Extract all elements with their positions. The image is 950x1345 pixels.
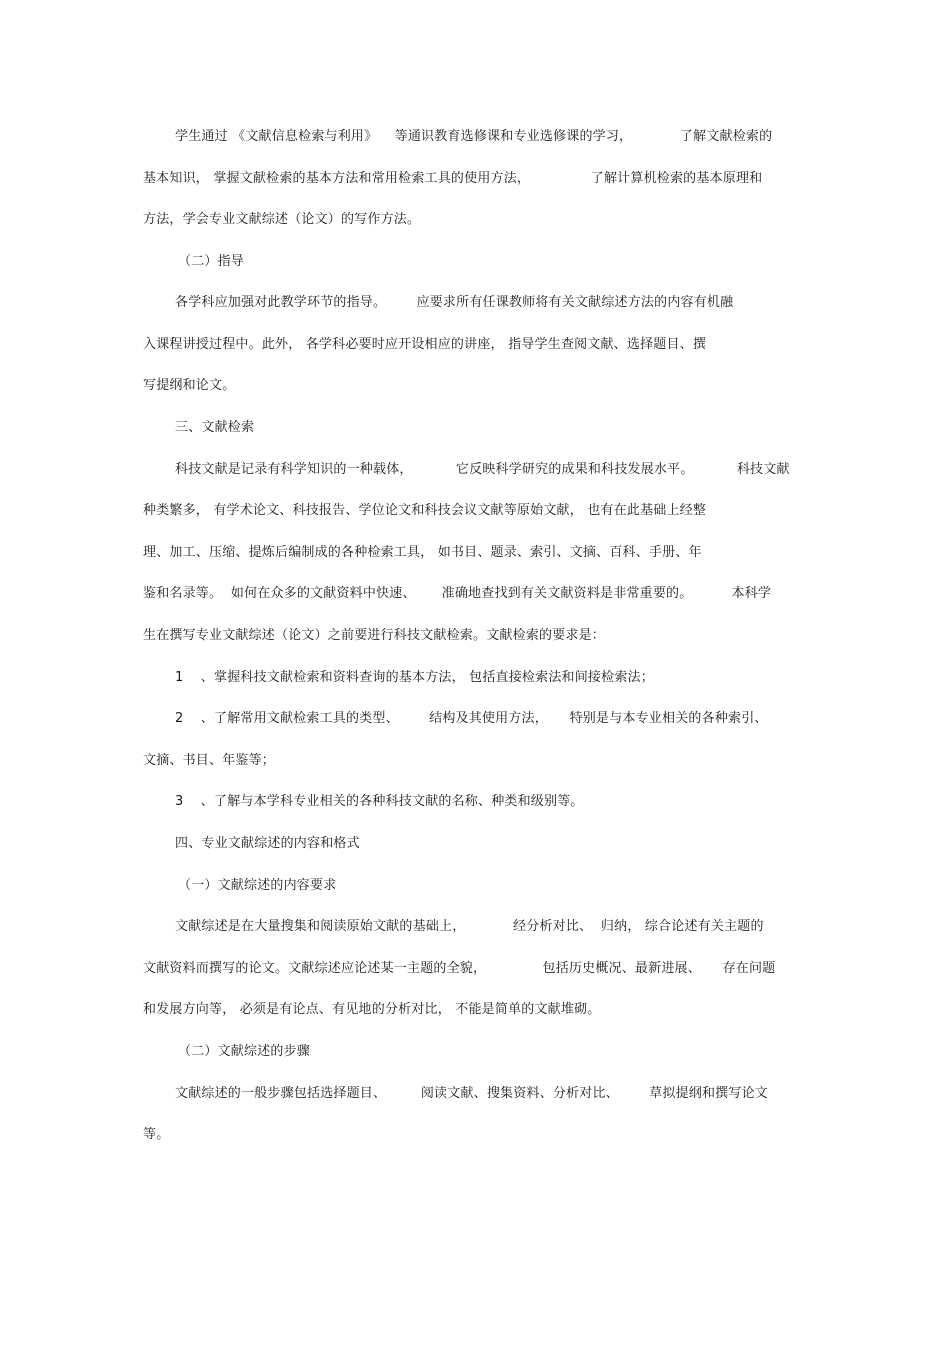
paragraph-line: 文献综述的一般步骤包括选择题目、 阅读文献、搜集资料、分析对比、 草拟提纲和撰写论文 <box>175 1086 768 1101</box>
paragraph-line: 学生通过 《文献信息检索与利用》 等通识教育选修课和专业选修课的学习， 了解文献检索的 <box>175 129 773 144</box>
paragraph-line: 文献资料而撰写的论文。文献综述应论述某一主题的全貌， 包括历史概况、最新进展、 存在问题 <box>143 961 776 976</box>
section-heading: （二）指导 <box>178 254 245 269</box>
paragraph-line: 科技文献是记录有科学知识的一种载体， 它反映科学研究的成果和科技发展水平。 科技文献 <box>175 462 790 477</box>
paragraph-line: 和发展方向等， 必须是有论点、有见地的分析对比， 不能是简单的文献堆砌。 <box>143 1002 601 1017</box>
paragraph-line: 鉴和名录等。 如何在众多的文献资料中快速、 准确地查找到有关文献资料是非常重要的。 本科学 <box>143 586 772 601</box>
paragraph-line: 生在撰写专业文献综述（论文）之前要进行科技文献检索。文献检索的要求是： <box>143 628 606 643</box>
section-heading: （一）文献综述的内容要求 <box>178 878 337 893</box>
list-item: 1 、掌握科技文献检索和资料查询的基本方法， 包括直接检索法和间接检索法； <box>175 670 654 685</box>
paragraph-line: 理、加工、压缩、提炼后编制成的各种检索工具， 如书目、题录、索引、文摘、百科、手册、年 <box>143 545 702 560</box>
paragraph-line: 等。 <box>143 1127 170 1142</box>
section-heading: （二）文献综述的步骤 <box>178 1044 311 1059</box>
paragraph-line: 种类繁多， 有学术论文、科技报告、学位论文和科技会议文献等原始文献， 也有在此基础上经整 <box>143 503 707 518</box>
paragraph-line: 基本知识， 掌握文献检索的基本方法和常用检索工具的使用方法， 了解计算机检索的基本原理和 <box>143 171 763 186</box>
paragraph-line: 入课程讲授过程中。此外， 各学科必要时应开设相应的讲座， 指导学生查阅文献、选择题目、撰 <box>143 337 707 352</box>
list-item: 2 、了解常用文献检索工具的类型、 结构及其使用方法， 特别是与本专业相关的各种索引、 <box>175 711 768 726</box>
paragraph-line: 方法，学会专业文献综述（论文）的写作方法。 <box>143 212 421 227</box>
paragraph-line: 文摘、书目、年鉴等； <box>143 753 276 768</box>
paragraph-line: 写提纲和论文。 <box>143 378 236 393</box>
section-heading: 三、文献检索 <box>175 420 255 435</box>
paragraph-line: 文献综述是在大量搜集和阅读原始文献的基础上， 经分析对比、 归纳， 综合论述有关主题的 <box>175 919 764 934</box>
section-heading: 四、专业文献综述的内容和格式 <box>175 836 360 851</box>
list-item: 3 、了解与本学科专业相关的各种科技文献的名称、种类和级别等。 <box>175 794 584 809</box>
paragraph-line: 各学科应加强对此教学环节的指导。 应要求所有任课教师将有关文献综述方法的内容有机融 <box>175 295 734 310</box>
